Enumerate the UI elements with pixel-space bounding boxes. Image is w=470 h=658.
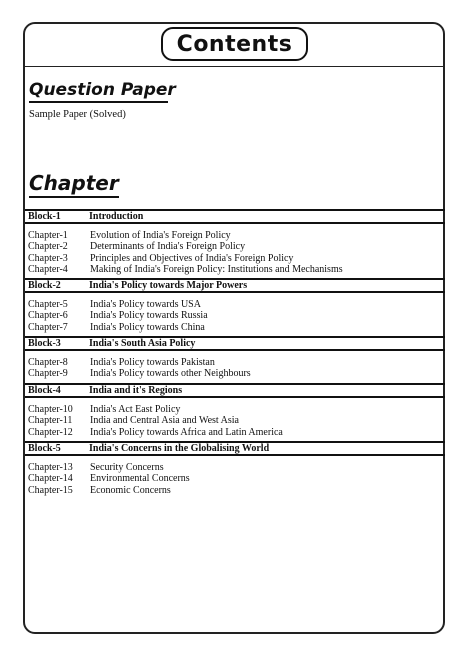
- chapter-row: [28, 322, 208, 333]
- block-label: Block-4: [28, 385, 61, 396]
- chapter-title: India's Policy towards other Neighbours: [90, 368, 251, 380]
- chapter-number: Chapter-12: [28, 426, 73, 438]
- page-title: Contents: [176, 31, 293, 57]
- chapter-title: Economic Concerns: [90, 484, 171, 496]
- block-header-3: [25, 336, 445, 351]
- chapter-row: [28, 253, 343, 264]
- chapter-row: [28, 415, 283, 426]
- question-paper-underline: [29, 101, 168, 103]
- chapter-title: Security Concerns: [90, 462, 164, 473]
- chapter-row: [28, 427, 283, 438]
- chapter-row: [28, 299, 208, 310]
- chapter-list-block-1: [28, 230, 343, 275]
- title-divider: [23, 66, 445, 67]
- chapter-number: Chapter-15: [28, 484, 73, 496]
- chapter-number: Chapter-6: [28, 310, 68, 322]
- chapter-list-block-5: [28, 462, 190, 496]
- chapter-number: Chapter-8: [28, 357, 68, 368]
- chapter-heading: Chapter: [29, 171, 119, 195]
- chapter-row: [28, 241, 343, 252]
- chapter-number: Chapter-10: [28, 404, 73, 415]
- block-title: India's Policy towards Major Powers: [89, 280, 248, 291]
- block-title: India and it's Regions: [89, 385, 183, 396]
- chapter-number: Chapter-1: [28, 230, 68, 241]
- block-title: India's Concerns in the Globalising World: [89, 443, 270, 454]
- chapter-row: [28, 368, 251, 379]
- block-header-2: [25, 278, 445, 293]
- chapter-title: India's Policy towards USA: [90, 299, 201, 310]
- contents-title-badge: [161, 27, 308, 61]
- chapter-heading-underline: [29, 196, 119, 198]
- chapter-number: Chapter-2: [28, 241, 68, 253]
- block-label: Block-3: [28, 338, 61, 349]
- block-header-5: [25, 441, 445, 456]
- chapter-title: India and Central Asia and West Asia: [90, 415, 239, 427]
- block-label: Block-1: [28, 211, 61, 222]
- chapter-row: [28, 462, 190, 473]
- chapter-row: [28, 473, 190, 484]
- block-title: India's South Asia Policy: [89, 338, 196, 349]
- chapter-number: Chapter-5: [28, 299, 68, 310]
- chapter-title: India's Act East Policy: [90, 404, 181, 415]
- block-title: Introduction: [89, 211, 144, 222]
- chapter-list-block-2: [28, 299, 208, 333]
- chapter-title: India's Policy towards Russia: [90, 310, 208, 322]
- sample-paper-item: Sample Paper (Solved): [29, 109, 126, 120]
- chapter-title: Making of India's Foreign Policy: Institutions and Mechanisms: [90, 263, 343, 275]
- chapter-title: India's Policy towards Pakistan: [90, 357, 215, 368]
- block-header-1: [25, 209, 445, 224]
- chapter-list-block-4: [28, 404, 283, 438]
- chapter-number: Chapter-4: [28, 263, 68, 275]
- chapter-row: [28, 230, 343, 241]
- chapter-title: Determinants of India's Foreign Policy: [90, 241, 246, 253]
- chapter-number: Chapter-13: [28, 462, 73, 473]
- question-paper-heading: Question Paper: [29, 80, 176, 100]
- chapter-title: Environmental Concerns: [90, 473, 190, 485]
- chapter-number: Chapter-3: [28, 252, 68, 264]
- chapter-row: [28, 404, 283, 415]
- chapter-number: Chapter-11: [28, 415, 73, 427]
- chapter-title: Principles and Objectives of India's Foreign Policy: [90, 252, 294, 264]
- chapter-row: [28, 264, 343, 275]
- chapter-title: India's Policy towards China: [90, 321, 205, 333]
- chapter-number: Chapter-7: [28, 321, 68, 333]
- chapter-row: [28, 310, 208, 321]
- chapter-title: India's Policy towards Africa and Latin America: [90, 426, 283, 438]
- chapter-number: Chapter-14: [28, 473, 73, 485]
- chapter-row: [28, 485, 190, 496]
- chapter-number: Chapter-9: [28, 368, 68, 380]
- chapter-row: [28, 357, 251, 368]
- block-label: Block-2: [28, 280, 61, 291]
- block-header-4: [25, 383, 445, 398]
- chapter-title: Evolution of India's Foreign Policy: [90, 230, 231, 241]
- block-label: Block-5: [28, 443, 61, 454]
- chapter-list-block-3: [28, 357, 251, 380]
